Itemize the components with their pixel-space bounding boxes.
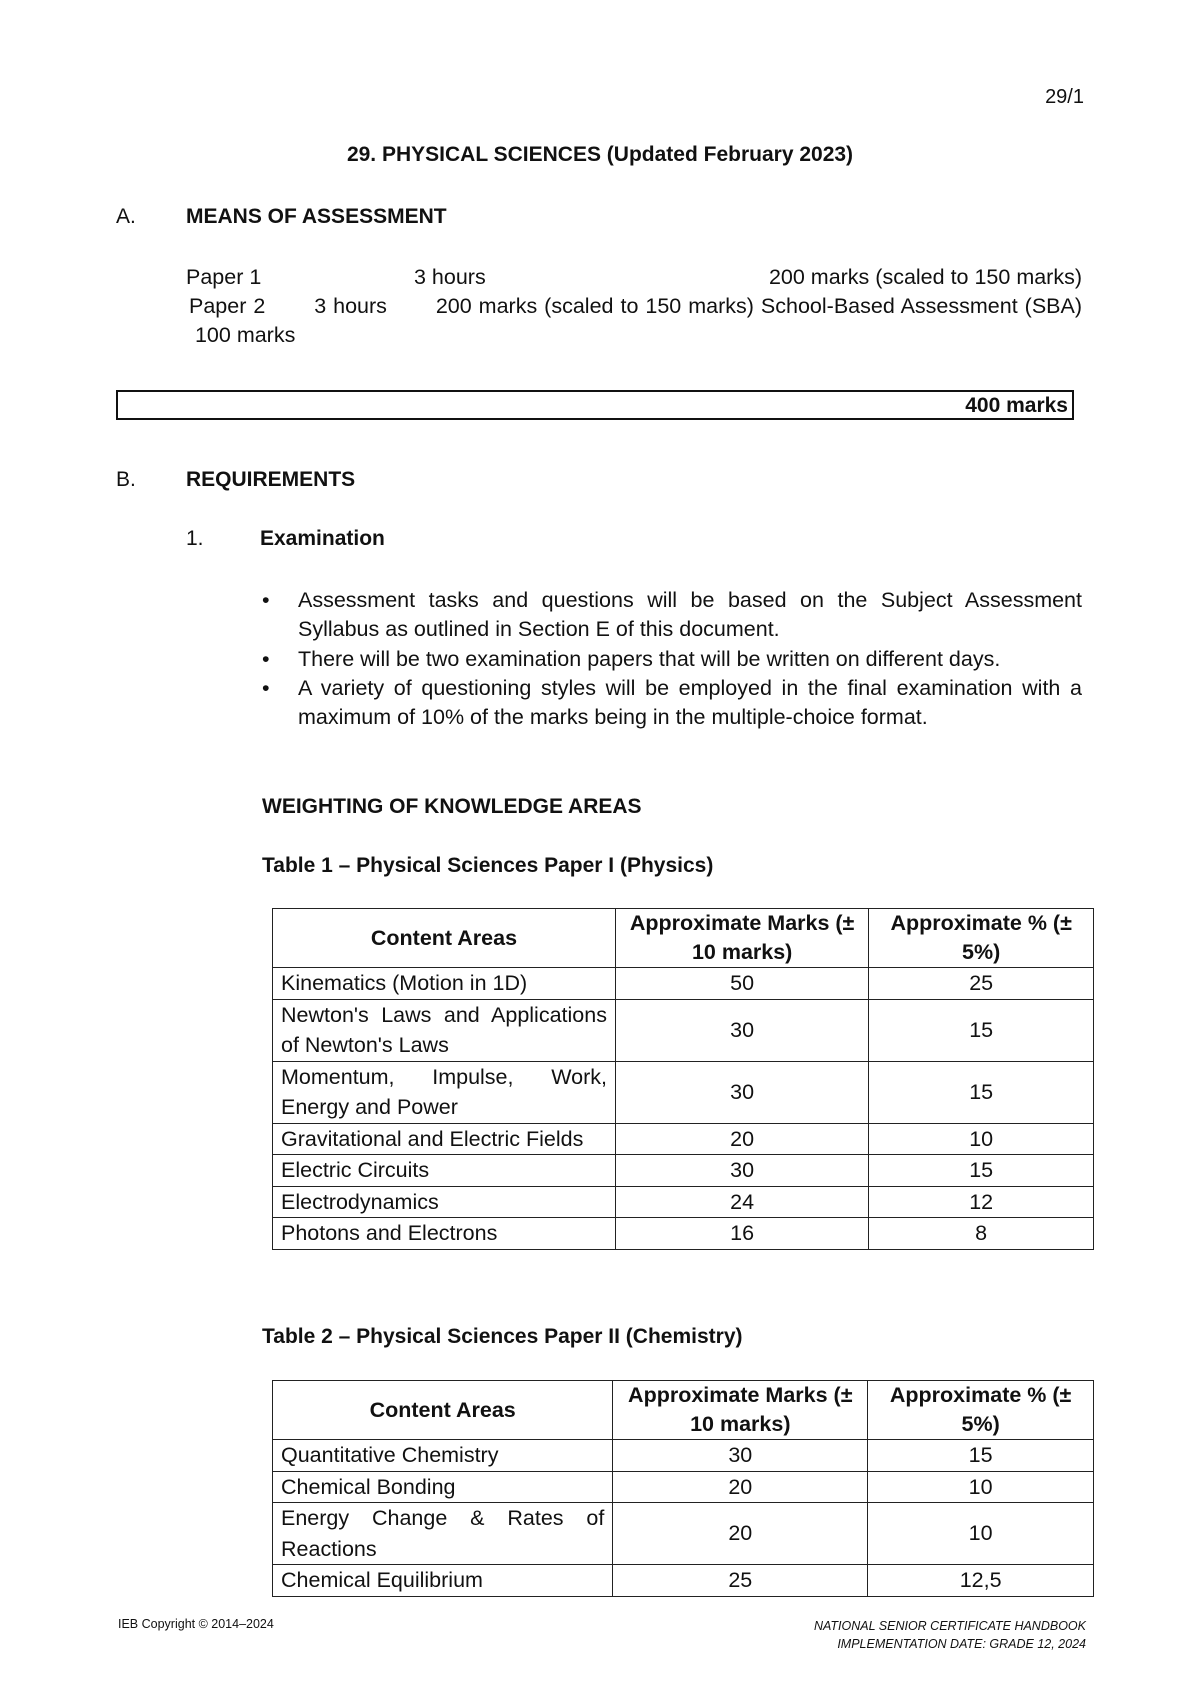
bullet-icon: • [262,675,270,700]
list-item: • There will be two examination papers that will be written on different days. [262,645,1082,674]
subsection-heading: Examination [260,527,385,550]
section-a-letter: A. [116,205,136,228]
footer-implementation-date: IMPLEMENTATION DATE: GRADE 12, 2024 [837,1637,1086,1651]
list-item: • A variety of questioning styles will be employed in the final examination with a maximum of 10% of the marks being in the multiple-choice format. [262,675,1082,730]
table-row: Electrodynamics 24 12 [273,1186,1094,1218]
header-approx-percent: Approximate % (± 5%) [869,909,1094,968]
list-item: • Assessment tasks and questions will be based on the Subject Assessment Syllabus as outlined in Section E of this document. [262,588,1082,642]
table-row: Chemical Equilibrium 25 12,5 [273,1565,1094,1597]
footer-handbook-info [814,1617,1086,1653]
table-row: Gravitational and Electric Fields 20 10 [273,1123,1094,1155]
table-row: Quantitative Chemistry 30 15 [273,1440,1094,1472]
header-approx-marks: Approximate Marks (± 10 marks) [615,909,868,968]
table1-physics [272,908,1094,1250]
weighting-heading: WEIGHTING OF KNOWLEDGE AREAS [262,795,642,818]
table-row: Newton's Laws and Applications of Newton's Laws 30 15 [273,999,1094,1061]
table-header-row [273,909,1094,968]
header-approx-percent: Approximate % (± 5%) [868,1381,1094,1440]
header-content-areas: Content Areas [273,1381,613,1440]
table-row: Energy Change & Rates of Reactions 20 10 [273,1503,1094,1565]
section-a-heading: MEANS OF ASSESSMENT [186,205,447,228]
paper2-line: Paper 2 3 hours 200 marks (scaled to 150 marks) School-Based Assessment (SBA) 100 marks [189,294,1082,347]
bullet-icon: • [262,646,270,671]
document-title: 29. PHYSICAL SCIENCES (Updated February 2023) [346,143,854,166]
bullet-icon: • [262,588,270,612]
examination-bullets [262,586,1082,732]
page-number: 29/1 [1045,86,1084,108]
table-row: Electric Circuits 30 15 [273,1155,1094,1187]
table-row: Photons and Electrons 16 8 [273,1218,1094,1250]
paper1-duration: 3 hours [414,265,486,289]
section-b-heading: REQUIREMENTS [186,468,356,491]
table-row: Kinematics (Motion in 1D) 50 25 [273,968,1094,1000]
footer-handbook-title: NATIONAL SENIOR CERTIFICATE HANDBOOK [813,1619,1086,1633]
header-approx-marks: Approximate Marks (± 10 marks) [613,1381,868,1440]
paper1-marks: 200 marks (scaled to 150 marks) [768,265,1082,289]
total-marks-box [116,390,1074,420]
total-marks: 400 marks [965,394,1068,417]
table-row: Momentum, Impulse, Work, Energy and Power 30 15 [273,1061,1094,1123]
section-b-letter: B. [116,468,136,491]
table1-caption: Table 1 – Physical Sciences Paper I (Physics) [262,854,714,877]
table-header-row [273,1381,1094,1440]
subsection-number: 1. [186,527,204,550]
header-content-areas: Content Areas [273,909,616,968]
table2-chemistry [272,1380,1094,1597]
paper1-name: Paper 1 [186,265,262,289]
table2-caption: Table 2 – Physical Sciences Paper II (Chemistry) [262,1325,743,1348]
footer-copyright: IEB Copyright © 2014–2024 [118,1617,274,1631]
table-row: Chemical Bonding 20 10 [273,1471,1094,1503]
